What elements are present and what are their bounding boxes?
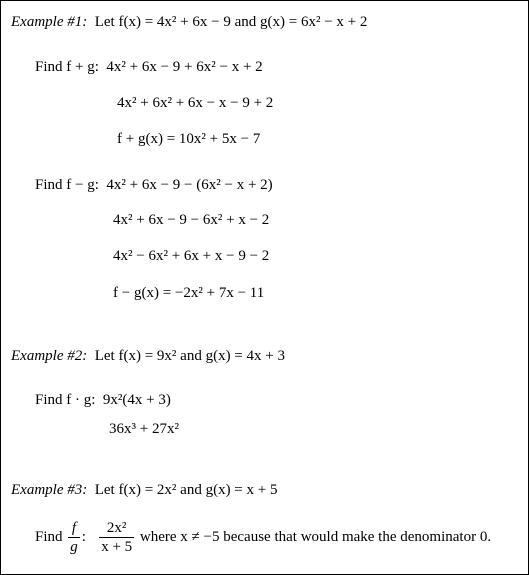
sum-label: Find f + g: bbox=[35, 59, 99, 75]
sum-step-1: 4x² + 6x − 9 + 6x² − x + 2 bbox=[106, 59, 263, 75]
quotient-numerator: 2x² bbox=[99, 519, 134, 538]
example-2-intro: Let f(x) = 9x² and g(x) = 4x + 3 bbox=[94, 348, 285, 364]
quotient-find: Find bbox=[35, 528, 63, 545]
quotient-denominator: x + 5 bbox=[101, 539, 133, 555]
product-line bbox=[35, 391, 171, 409]
example-2-line bbox=[11, 347, 285, 365]
fraction-g: g bbox=[70, 539, 78, 555]
product-step-2: 36x³ + 27x² bbox=[109, 421, 179, 437]
difference-step-4: f − g(x) = −2x² + 7x − 11 bbox=[113, 285, 265, 301]
product-label: Find f · g: bbox=[35, 392, 96, 408]
example-1-heading: Example #1: bbox=[11, 14, 88, 30]
fraction-f: f bbox=[68, 519, 80, 538]
quotient-colon: : bbox=[81, 528, 86, 545]
quotient-fraction bbox=[99, 519, 134, 556]
example-3-intro: Let f(x) = 2x² and g(x) = x + 5 bbox=[94, 482, 278, 498]
f-over-g-fraction bbox=[68, 519, 80, 556]
product-step-1: 9x²(4x + 3) bbox=[102, 392, 171, 408]
difference-step-3: 4x² − 6x² + 6x + x − 9 − 2 bbox=[113, 248, 270, 264]
example-1-line bbox=[11, 13, 367, 31]
sum-line bbox=[35, 58, 263, 76]
example-3-heading: Example #3: bbox=[11, 482, 88, 498]
example-3-line bbox=[11, 481, 277, 499]
difference-line bbox=[35, 176, 273, 194]
sum-step-2: 4x² + 6x² + 6x − x − 9 + 2 bbox=[117, 95, 274, 111]
example-2-heading: Example #2: bbox=[11, 348, 88, 364]
example-1-intro: Let f(x) = 4x² + 6x − 9 and g(x) = 6x² − x + 2 bbox=[94, 14, 368, 30]
quotient-line bbox=[35, 519, 491, 556]
quotient-note: where x ≠ −5 because that would make the denominator 0. bbox=[139, 528, 492, 545]
difference-step-2: 4x² + 6x − 9 − 6x² + x − 2 bbox=[113, 212, 270, 228]
difference-label: Find f − g: bbox=[35, 177, 99, 193]
difference-step-1: 4x² + 6x − 9 − (6x² − x + 2) bbox=[106, 177, 273, 193]
sum-step-3: f + g(x) = 10x² + 5x − 7 bbox=[117, 131, 261, 147]
